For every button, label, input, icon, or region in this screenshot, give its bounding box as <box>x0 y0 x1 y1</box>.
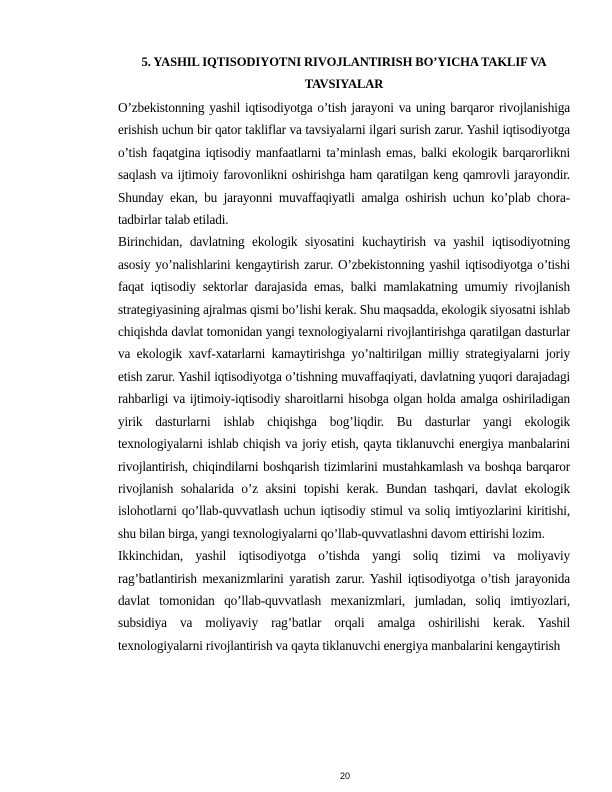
page-number: 20 <box>339 771 350 781</box>
paragraph-1: O’zbekistonning yashil iqtisodiyotga o’tish jarayoni va uning barqaror rivojlanishiga erishish uchun bir qator takliflar va tavsiyalarni ilgari surish zarur. Yashil iqtisodiyotga o’tish faqatgina iqtisodiy manfaatlarni ta’minlash emas, balki ekologik barqarorlikni saqlash va ijtimoiy farovonlikni oshirishga ham qaratilgan keng qamrovli jarayondir. Shunday ekan, bu jarayonni muvaffaqiyatli amalga oshirish uchun ko’plab chora-tadbirlar talab etiladi. <box>118 100 570 228</box>
body-text <box>118 97 570 657</box>
paragraph-3: Ikkinchidan, yashil iqtisodiyotga o’tishda yangi soliq tizimi va moliyaviy rag’batlantirish mexanizmlarini yaratish zarur. Yashil iqtisodiyotga o’tish jarayonida davlat tomonidan qo’llab-quvvatlash mexanizmlari, jumladan, soliq imtiyozlari, subsidiya va moliyaviy rag’batlar orqali amalga oshirilishi kerak. Yashil texnologiyalarni rivojlantirish va qayta tiklanuvchi energiya manbalarini kengaytirish <box>118 548 570 653</box>
section-heading: 5. YASHIL IQTISODIYOTNI RIVOJLANTIRISH BO’YICHA TAKLIF VA TAVSIYALAR <box>141 55 547 91</box>
paragraph-2: Birinchidan, davlatning ekologik siyosatini kuchaytirish va yashil iqtisodiyotning asosiy yo’nalishlarini kengaytirish zarur. O’zbekistonning yashil iqtisodiyotga o’tishi faqat iqtisodiy sektorlar darajasida emas, balki mamlakatning umumiy rivojlanish strategiyasining ajralmas qismi bo’lishi kerak. Shu maqsadda, ekologik siyosatni ishlab chiqishda davlat tomonidan yangi texnologiyalarni rivojlantirishga qaratilgan dasturlar va ekologik xavf-xatarlarni kamaytirishga yo’naltirilgan milliy strategiyalarni joriy etish zarur. Yashil iqtisodiyotga o’tishning muvaffaqiyati, davlatning yuqori darajadagi rahbarligi va ijtimoiy-iqtisodiy sharoitlarni hisobga olgan holda amalga oshiriladigan yirik dasturlarni ishlab chiqishga bog’liqdir. Bu dasturlar yangi ekologik texnologiyalarni ishlab chiqish va joriy etish, qayta tiklanuvchi energiya manbalarini rivojlantirish, chiqindilarni boshqarish tizimlarini mustahkamlash va boshqa barqaror rivojlanish sohalarida o’z aksini topishi kerak. Bundan tashqari, davlat ekologik islohotlarni qo’llab-quvvatlash uchun iqtisodiy stimul va soliq imtiyozlarini kiritishi, shu bilan birga, yangi texnologiyalarni qo’llab-quvvatlashni davom ettirishi lozim. <box>118 234 570 541</box>
